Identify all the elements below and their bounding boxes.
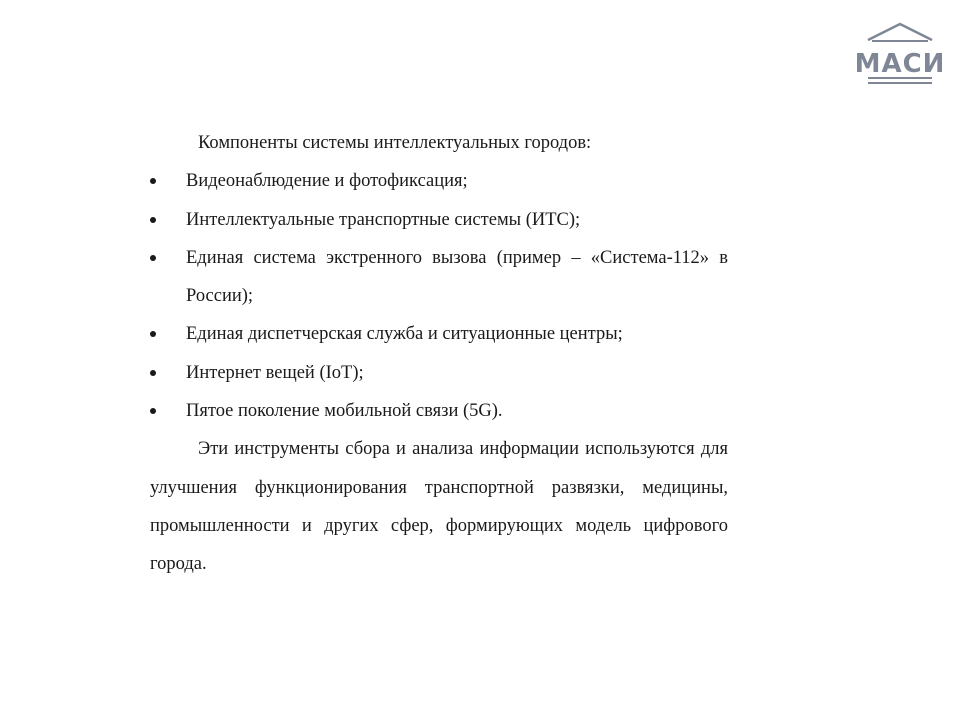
- list-item: [150, 162, 728, 200]
- slide-content: [150, 124, 728, 584]
- components-list: [150, 162, 728, 430]
- logo-text: МАСИ: [854, 49, 946, 79]
- bullet-icon: [150, 255, 156, 261]
- list-item-text: Пятое поколение мобильной связи (5G).: [186, 401, 503, 422]
- bullet-icon: [150, 408, 156, 414]
- list-item: [150, 239, 728, 316]
- list-item: [150, 354, 728, 392]
- list-item-text: Видеонаблюдение и фотофиксация;: [186, 171, 468, 192]
- bullet-icon: [150, 331, 156, 337]
- list-item: [150, 315, 728, 353]
- intro-heading: Компоненты системы интеллектуальных городов:: [198, 133, 592, 153]
- bullet-icon: [150, 370, 156, 376]
- list-item: [150, 201, 728, 239]
- list-item-text: Единая диспетчерская служба и ситуационные центры;: [186, 324, 623, 345]
- list-item: [150, 392, 728, 430]
- list-item-text: Интеллектуальные транспортные системы (ИТС);: [186, 209, 581, 230]
- masi-logo: [854, 22, 946, 88]
- closing-paragraph: Эти инструменты сбора и анализа информации используются для улучшения функционирования транспортной развязки, медицины, промышленности и других сфер, формирующих модель цифрового города.: [150, 439, 728, 575]
- building-pediment-icon: [854, 22, 946, 88]
- list-item-text: Интернет вещей (IoT);: [186, 362, 364, 383]
- bullet-icon: [150, 178, 156, 184]
- list-item-text: Единая система экстренного вызова (пример – «Система-112» в России);: [186, 247, 728, 307]
- bullet-icon: [150, 217, 156, 223]
